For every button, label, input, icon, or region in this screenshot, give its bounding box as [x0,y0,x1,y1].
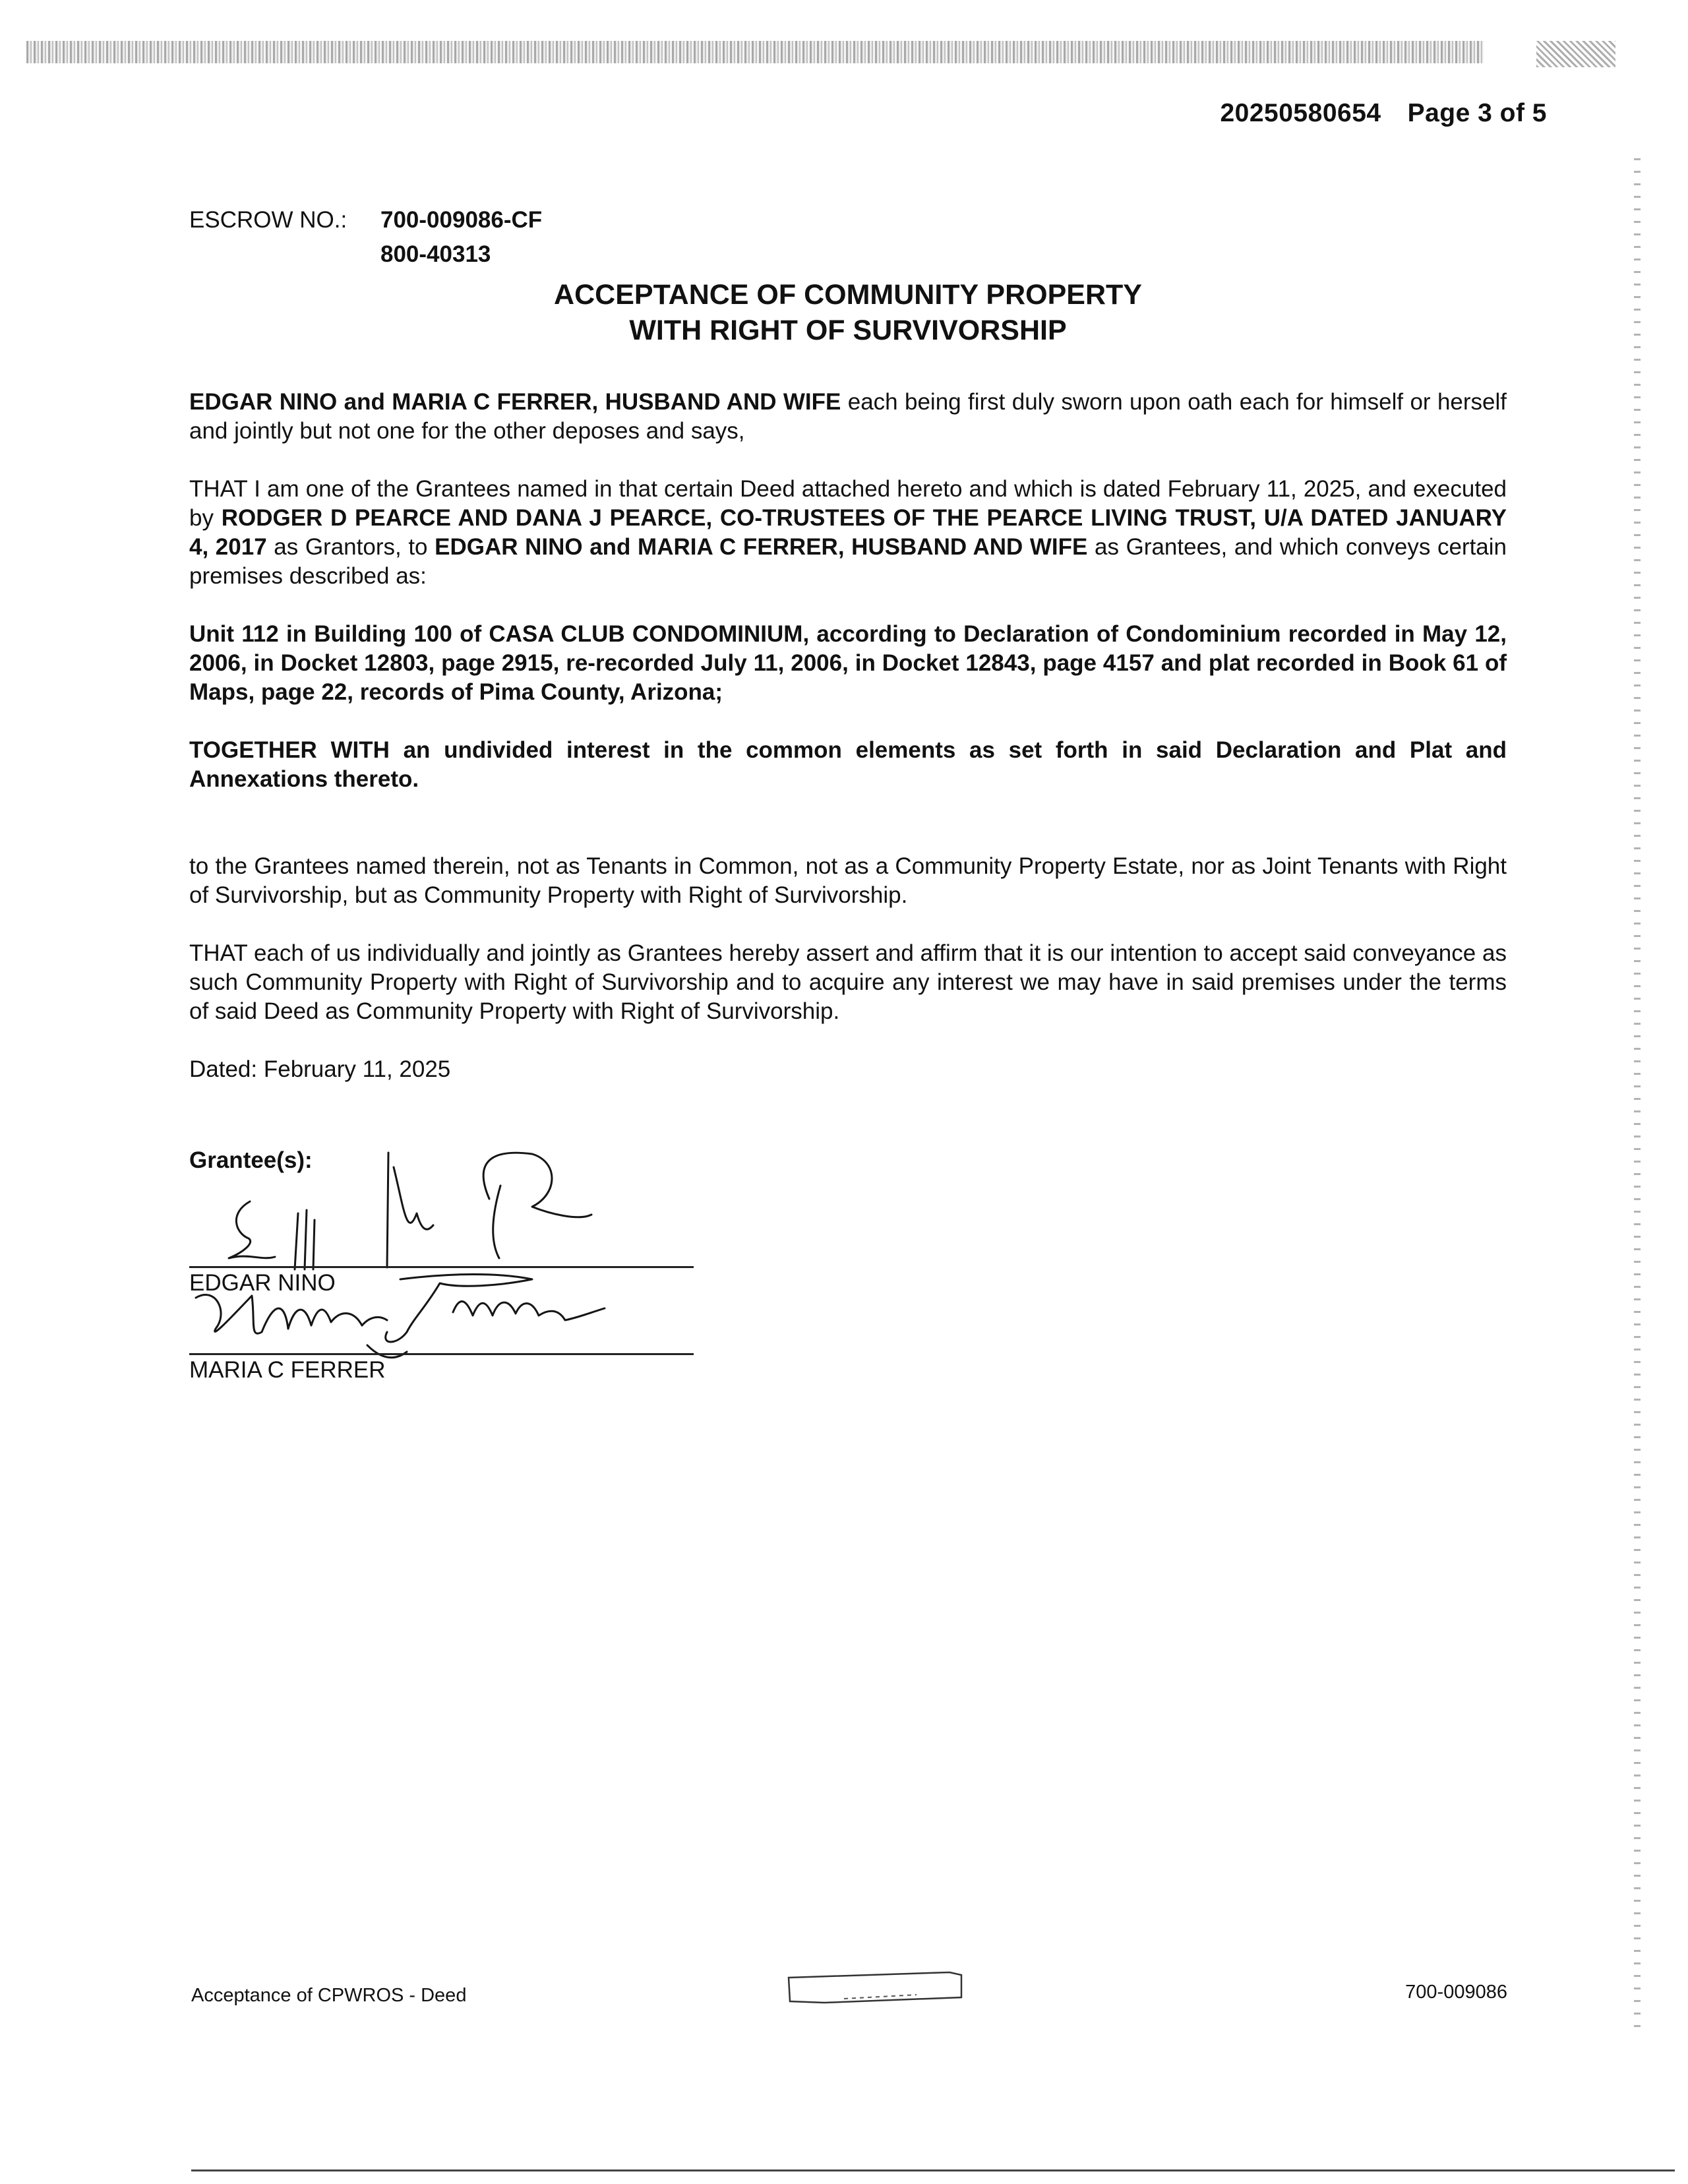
scan-edge-specks [1634,158,1641,2031]
parties-text: each being first duly sworn upon oath each for himself or herself and jointly but not one for the other deposes and says, [189,389,1507,444]
grantees-bold: EDGAR NINO and MARIA C FERRER, HUSBAND AND WIFE [435,534,1088,560]
signer-name-2: MARIA C FERRER [189,1357,386,1383]
grantors-bold: RODGER D PEARCE AND DANA J PEARCE, CO-TRUSTEES OF THE PEARCE LIVING TRUST, U/A DATED JANUARY 4, 2017 [189,505,1507,560]
bottom-rule [191,2169,1675,2171]
footer-stamp-box [785,1968,969,2005]
dated-line: Dated: February 11, 2025 [189,1056,451,1082]
legal-together-with: TOGETHER WITH an undivided interest in the common elements as set forth in said Declaration and Plat and Annexations thereto. [189,737,1507,792]
deed-text-c: as Grantors, to [266,534,435,560]
scan-artifact-mark [1536,41,1615,67]
signature-block [189,1147,704,1398]
signature-line-2 [189,1353,694,1355]
footer-escrow-number: 700-009086 [1405,1982,1507,2003]
deed-text-a: THAT I am one of the Grantees named in that certain Deed attached hereto and which is dated February 11, 2025, and executed by [189,476,1507,531]
escrow-number-2: 800-40313 [380,241,491,267]
legal-description: Unit 112 in Building 100 of CASA CLUB CONDOMINIUM, according to Declaration of Condominium recorded in May 12, 2006, in Docket 12803, page 2915, re-recorded July 11, 2006, in Docket 12843, page 4157 and plat recorded in Book 61 of Maps, page 22, records of Pima County, Arizona; [189,621,1507,705]
document-body [189,388,1507,1113]
deed-text-e: as Grantees, and which conveys certain premises described as: [189,534,1507,589]
title-line-1: ACCEPTANCE OF COMMUNITY PROPERTY [554,279,1142,311]
paragraph-affirmation: THAT each of us individually and jointly as Grantees hereby assert and affirm that it is our intention to accept said conveyance as such Community Property with Right of Survivorship and to acquire any interest we may have in said premises under the terms of said Deed as Community Property with Right of Survivorship. [189,940,1507,1024]
signature-line-1 [189,1266,694,1268]
grantees-label: Grantee(s): [189,1147,313,1173]
recording-number [1220,99,1547,128]
paragraph-deed [189,475,1507,591]
title-line-2: WITH RIGHT OF SURVIVORSHIP [629,315,1067,346]
page-label: Page 3 of 5 [1407,99,1547,127]
paragraph-parties [189,388,1507,446]
document-number: 20250580654 [1220,99,1381,127]
footer-form-name: Acceptance of CPWROS - Deed [191,1985,467,2006]
paragraph-tenancy: to the Grantees named therein, not as Tenants in Common, not as a Community Property Estate, nor as Joint Tenants with Right of Survivorship, but as Community Property with Right of Survivorship. [189,853,1507,908]
parties-bold: EDGAR NINO and MARIA C FERRER, HUSBAND AND WIFE [189,389,841,415]
scan-artifact-bar [26,41,1484,63]
signer-name-1: EDGAR NINO [189,1270,336,1296]
escrow-block [189,203,542,272]
escrow-number: 700-009086-CF [380,207,543,233]
document-title [189,277,1507,348]
escrow-label: ESCROW NO.: [189,207,347,233]
